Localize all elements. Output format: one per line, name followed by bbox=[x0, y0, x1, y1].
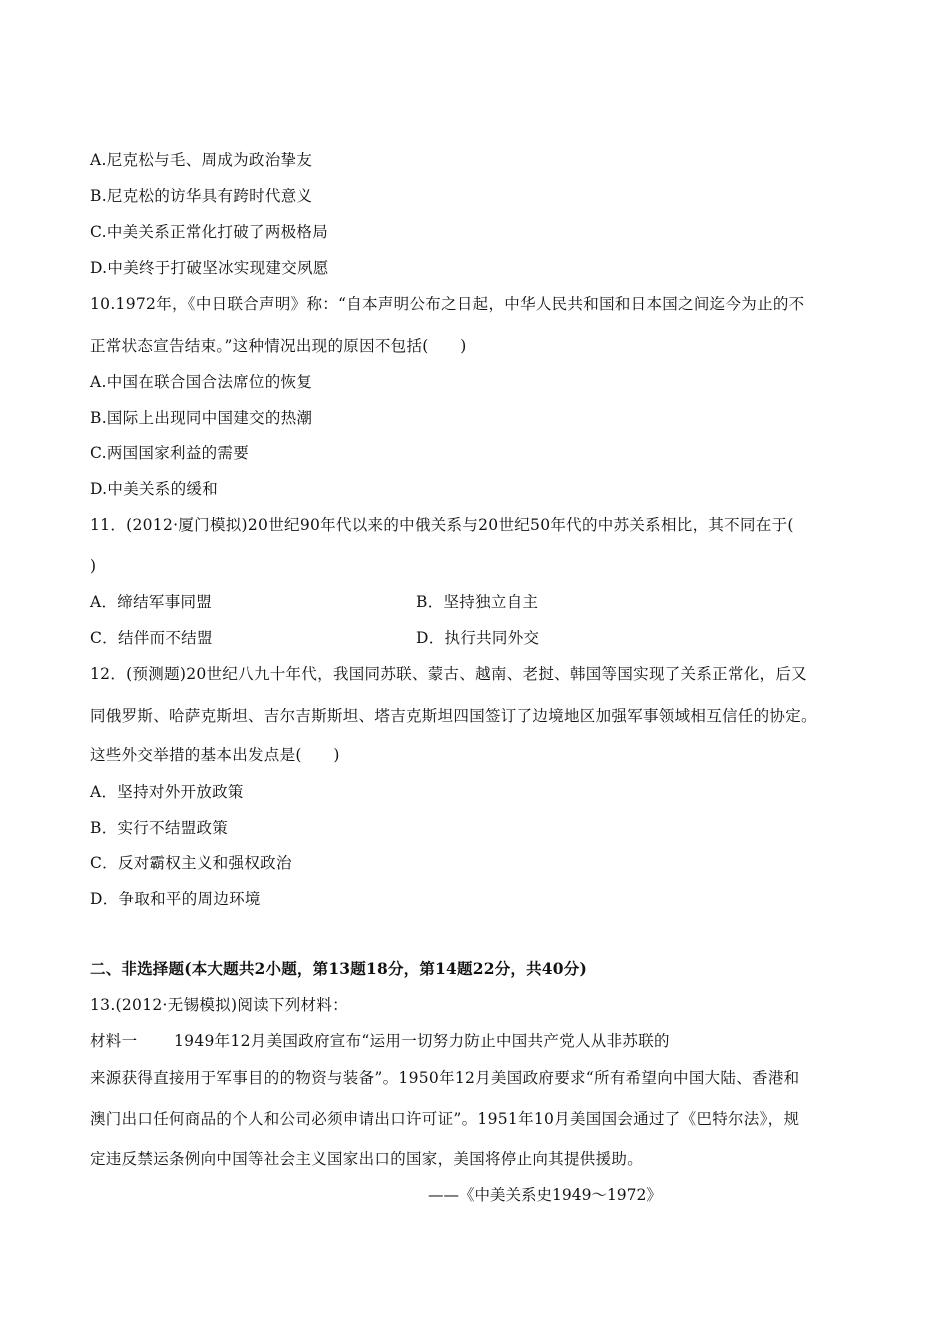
section-heading: 二、非选择题(本大题共2小题，第13题18分，第14题22分，共40分) bbox=[90, 959, 588, 978]
q11-stem-line1: 11．(2012·厦门模拟)20世纪90年代以来的中俄关系与20世纪50年代的中苏关系相比，其不同在于( bbox=[90, 516, 794, 534]
q11-options-row2 bbox=[90, 628, 540, 648]
q12-stem-line3: 这些外交举措的基本出发点是( ) bbox=[90, 746, 340, 764]
q12-option-a: A．坚持对外开放政策 bbox=[90, 783, 244, 801]
material-label: 材料一 bbox=[90, 1032, 138, 1050]
q9-option-d: D.中美终于打破坚冰实现建交夙愿 bbox=[90, 259, 329, 277]
q12-stem-line1: 12．(预测题)20世纪八九十年代，我国同苏联、蒙古、越南、老挝、韩国等国实现了关系正常化，后又 bbox=[90, 665, 807, 683]
q13-material-line3: 澳门出口任何商品的个人和公司必须申请出口许可证”。1951年10月美国国会通过了《巴特尔法》，规 bbox=[90, 1110, 800, 1128]
q13-source: ——《中美关系史1949～1972》 bbox=[428, 1186, 662, 1204]
q9-option-c: C.中美关系正常化打破了两极格局 bbox=[90, 223, 329, 241]
q11-options-row1 bbox=[90, 592, 539, 612]
material-text-line1: 1949年12月美国政府宣布“运用一切努力防止中国共产党人从非苏联的 bbox=[174, 1032, 670, 1050]
q9-option-b: B.尼克松的访华具有跨时代意义 bbox=[90, 187, 313, 205]
q10-option-b: B.国际上出现同中国建交的热潮 bbox=[90, 409, 313, 427]
q11-option-a: A．缔结军事同盟 bbox=[90, 593, 213, 611]
q10-stem-line2: 正常状态宣告结束。”这种情况出现的原因不包括( ) bbox=[90, 337, 467, 355]
q11-option-d: D．执行共同外交 bbox=[416, 629, 540, 647]
q13-stem: 13.(2012·无锡模拟)阅读下列材料： bbox=[90, 996, 348, 1014]
q10-option-a: A.中国在联合国合法席位的恢复 bbox=[90, 373, 313, 391]
q9-option-a: A.尼克松与毛、周成为政治挚友 bbox=[90, 151, 313, 169]
q10-option-c: C.两国国家利益的需要 bbox=[90, 444, 250, 462]
q12-option-d: D．争取和平的周边环境 bbox=[90, 890, 261, 908]
q13-material-line4: 定违反禁运条例向中国等社会主义国家出口的国家，美国将停止向其提供援助。 bbox=[90, 1150, 644, 1168]
q12-stem-line2: 同俄罗斯、哈萨克斯坦、吉尔吉斯斯坦、塔吉克斯坦四国签订了边境地区加强军事领域相互信任的协定。 bbox=[90, 707, 817, 725]
q11-stem-line2: ) bbox=[90, 557, 97, 575]
q11-option-b: B．坚持独立自主 bbox=[416, 593, 539, 611]
q13-material-line1 bbox=[90, 1031, 670, 1051]
q10-option-d: D.中美关系的缓和 bbox=[90, 480, 219, 498]
q13-material-line2: 来源获得直接用于军事目的的物资与装备”。1950年12月美国政府要求“所有希望向中国大陆、香港和 bbox=[90, 1069, 800, 1087]
q11-option-c: C．结伴而不结盟 bbox=[90, 629, 213, 647]
q10-stem-line1: 10.1972年，《中日联合声明》称：“自本声明公布之日起，中华人民共和国和日本国之间迄今为止的不 bbox=[90, 295, 805, 313]
q12-option-b: B．实行不结盟政策 bbox=[90, 819, 229, 837]
q12-option-c: C．反对霸权主义和强权政治 bbox=[90, 854, 292, 872]
